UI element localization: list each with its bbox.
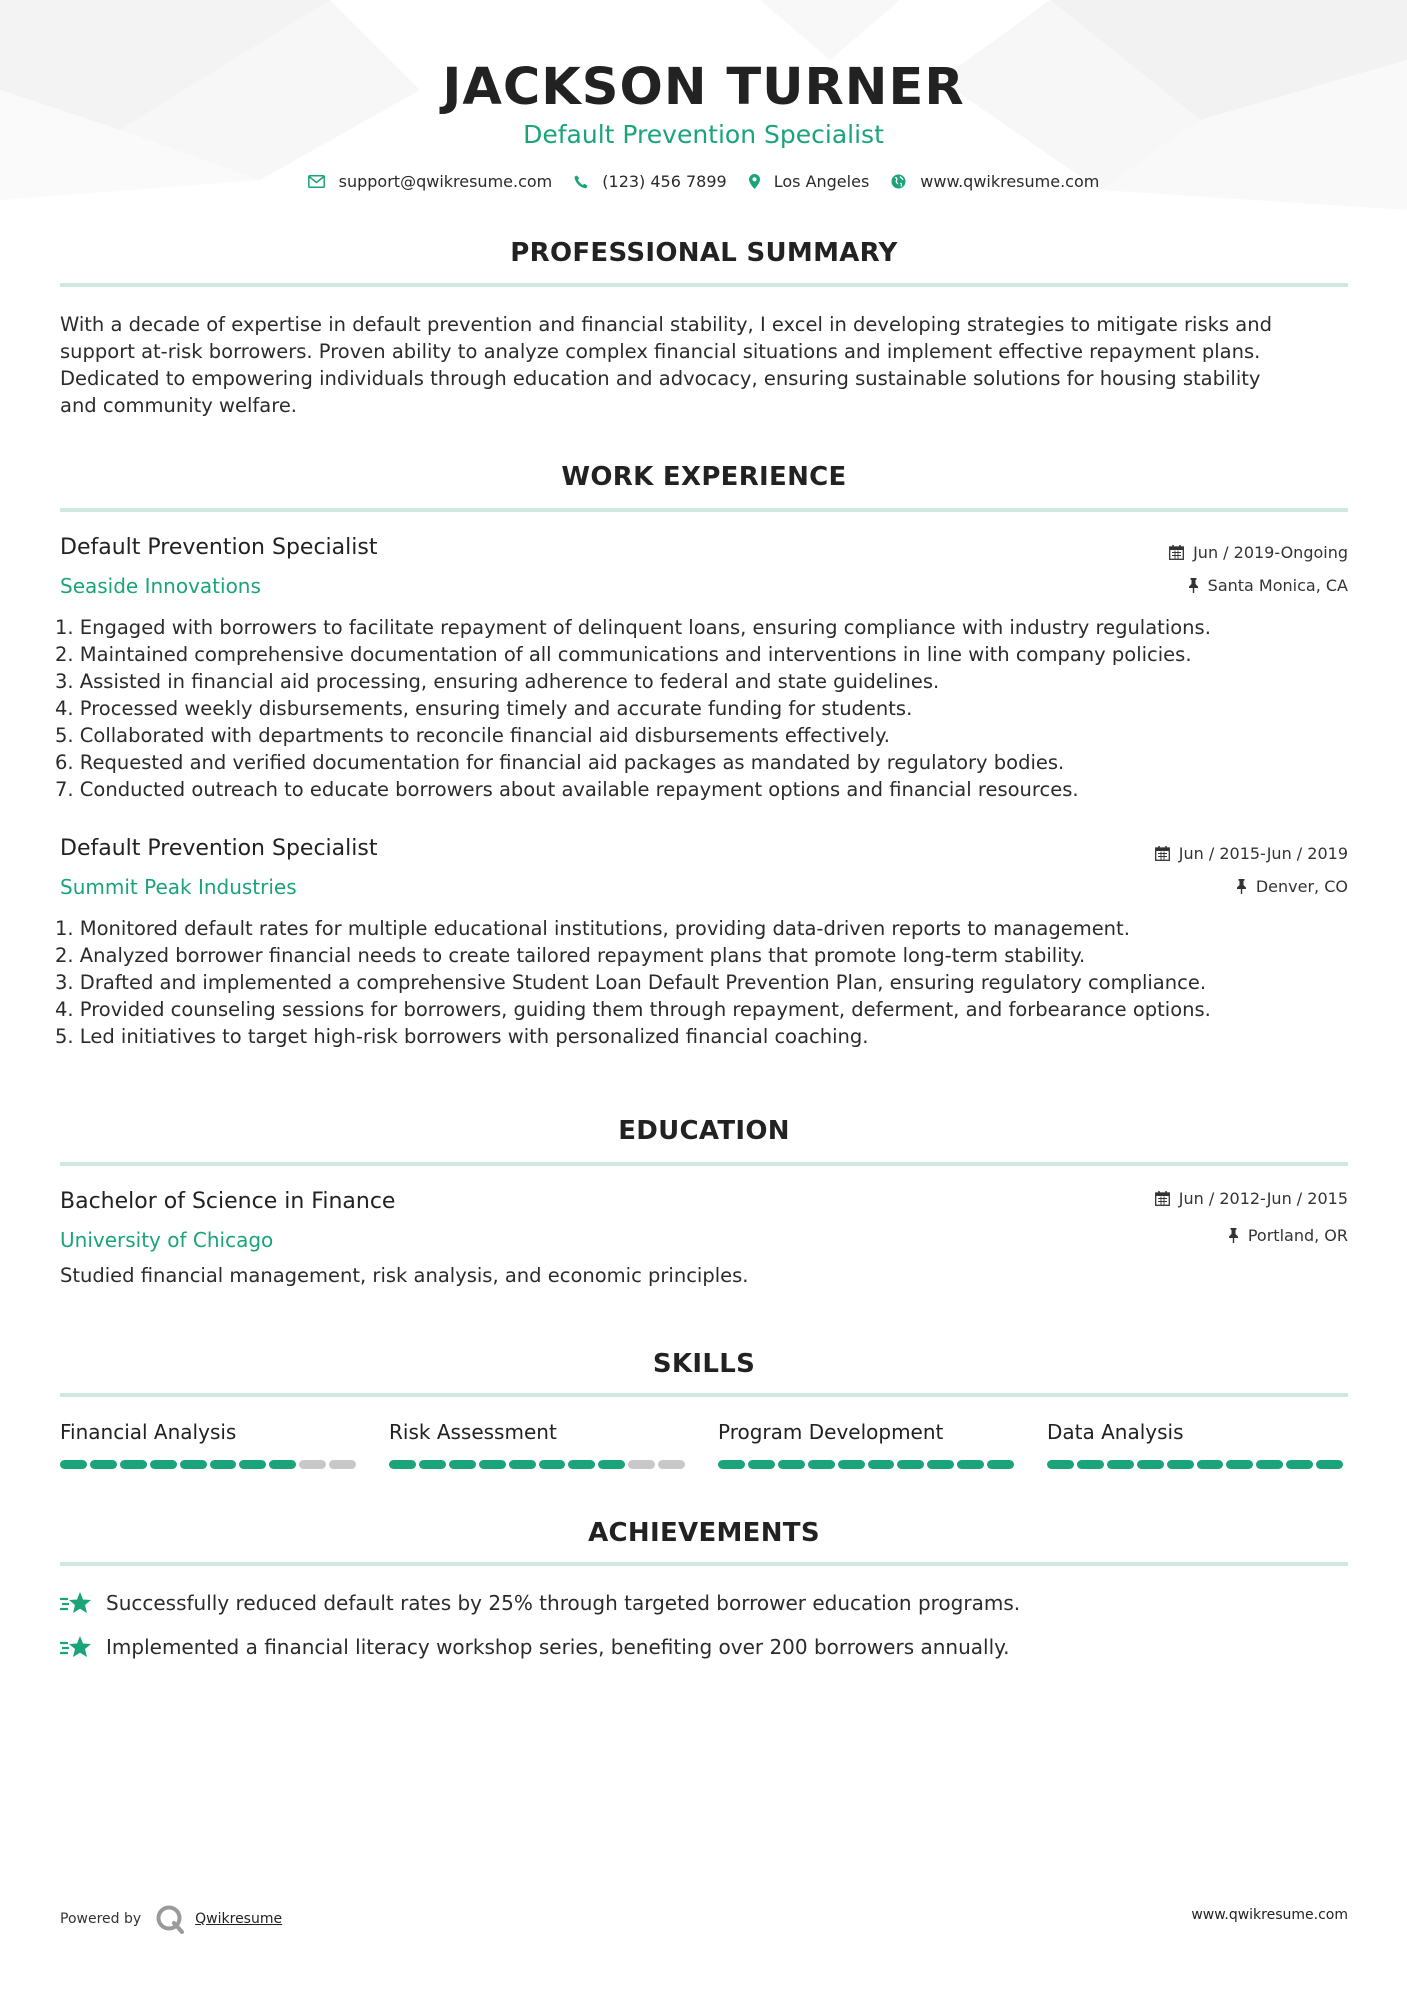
skill-dot-filled (1286, 1460, 1313, 1469)
skill-dot-filled (778, 1460, 805, 1469)
skill-dot-filled (269, 1460, 296, 1469)
skill-dot-filled (120, 1460, 147, 1469)
footer-powered-by (60, 1904, 282, 1934)
calendar-icon (1155, 846, 1170, 861)
skill-dot-filled (389, 1460, 416, 1469)
skill-dot-filled (90, 1460, 117, 1469)
job-bullet: 3. Assisted in financial aid processing, ensuring adherence to federal and state guidelines. (55, 670, 940, 693)
contact-location (749, 172, 870, 191)
skill-dot-filled (868, 1460, 895, 1469)
summary-line: Dedicated to empowering individuals through education and advocacy, ensuring sustainable solutions for housing stability (60, 367, 1261, 390)
achievements-divider (60, 1562, 1348, 1566)
skill-dot-filled (1047, 1460, 1074, 1469)
experience-divider (60, 508, 1348, 512)
skill-item (60, 1420, 359, 1469)
skill-dot-filled (718, 1460, 745, 1469)
skill-dot-empty (299, 1460, 326, 1469)
education-school: University of Chicago (60, 1228, 274, 1252)
skill-item (718, 1420, 1017, 1469)
calendar-icon (1155, 1191, 1170, 1206)
job-title: Default Prevention Specialist (60, 535, 378, 560)
pushpin-icon (1236, 879, 1247, 894)
job-dates (1155, 844, 1348, 863)
skill-rating (1047, 1460, 1346, 1469)
skill-name: Data Analysis (1047, 1420, 1184, 1444)
summary-divider (60, 283, 1348, 287)
map-pin-icon (749, 174, 760, 189)
phone-icon (574, 175, 588, 189)
skill-dot-filled (1256, 1460, 1283, 1469)
education-location-text: Portland, OR (1247, 1226, 1348, 1245)
skill-dot-filled (598, 1460, 625, 1469)
skill-dot-filled (210, 1460, 237, 1469)
skill-rating (389, 1460, 688, 1469)
job-bullet: 4. Provided counseling sessions for borrowers, guiding them through repayment, deferment, and forbearance options. (55, 998, 1211, 1021)
education-dates-text: Jun / 2012-Jun / 2015 (1178, 1189, 1348, 1208)
skill-dot-empty (329, 1460, 356, 1469)
job-company: Summit Peak Industries (60, 875, 297, 899)
contact-bar (0, 172, 1407, 191)
achievement-item (60, 1634, 1009, 1660)
skill-dot-filled (1226, 1460, 1253, 1469)
job-bullet: 4. Processed weekly disbursements, ensuring timely and accurate funding for students. (55, 697, 913, 720)
summary-line: and community welfare. (60, 394, 298, 417)
education-description: Studied financial management, risk analysis, and economic principles. (60, 1264, 749, 1287)
qwikresume-logo-icon (155, 1904, 185, 1934)
skill-name: Financial Analysis (60, 1420, 237, 1444)
job-bullet: 1. Engaged with borrowers to facilitate repayment of delinquent loans, ensuring compliance with industry regulations. (55, 616, 1211, 639)
skill-name: Program Development (718, 1420, 944, 1444)
summary-heading: PROFESSIONAL SUMMARY (510, 238, 898, 268)
job-bullet: 1. Monitored default rates for multiple educational institutions, providing data-driven reports to management. (55, 917, 1130, 940)
contact-email[interactable] (308, 172, 553, 191)
education-location (1228, 1226, 1348, 1245)
envelope-icon (308, 175, 325, 188)
job-dates (1169, 543, 1348, 562)
candidate-name: JACKSON TURNER (442, 58, 965, 117)
job-location-text: Santa Monica, CA (1207, 576, 1348, 595)
skill-rating (718, 1460, 1017, 1469)
skill-dot-filled (1316, 1460, 1343, 1469)
skill-dot-filled (957, 1460, 984, 1469)
skill-dot-filled (1167, 1460, 1194, 1469)
education-divider (60, 1162, 1348, 1166)
qwikresume-link[interactable]: Qwikresume (195, 1911, 283, 1927)
calendar-icon (1169, 545, 1184, 560)
globe-icon (891, 174, 906, 189)
job-location-text: Denver, CO (1255, 877, 1348, 896)
contact-website-text: www.qwikresume.com (920, 172, 1100, 191)
skill-dot-filled (1137, 1460, 1164, 1469)
skill-dot-filled (808, 1460, 835, 1469)
job-bullet: 2. Maintained comprehensive documentation of all communications and interventions in line with company policies. (55, 643, 1192, 666)
achievement-text: Successfully reduced default rates by 25% through targeted borrower education programs. (106, 1591, 1021, 1615)
job-bullet: 5. Led initiatives to target high-risk borrowers with personalized financial coaching. (55, 1025, 869, 1048)
skill-dot-filled (150, 1460, 177, 1469)
skill-dot-filled (539, 1460, 566, 1469)
skill-dot-filled (1197, 1460, 1224, 1469)
job-company: Seaside Innovations (60, 574, 261, 598)
skill-name: Risk Assessment (389, 1420, 557, 1444)
job-dates-text: Jun / 2015-Jun / 2019 (1178, 844, 1348, 863)
skill-dot-empty (628, 1460, 655, 1469)
pushpin-icon (1188, 578, 1199, 593)
contact-email-text: support@qwikresume.com (338, 172, 553, 191)
pushpin-icon (1228, 1228, 1239, 1243)
experience-heading: WORK EXPERIENCE (561, 462, 847, 492)
skill-dot-filled (838, 1460, 865, 1469)
summary-line: With a decade of expertise in default prevention and financial stability, I excel in developing strategies to mitigate risks and (60, 313, 1272, 336)
skill-dot-empty (658, 1460, 685, 1469)
skill-dot-filled (897, 1460, 924, 1469)
achievements-heading: ACHIEVEMENTS (588, 1518, 820, 1548)
job-bullet: 3. Drafted and implemented a comprehensive Student Loan Default Prevention Plan, ensuring regulatory compliance. (55, 971, 1207, 994)
skill-dot-filled (180, 1460, 207, 1469)
contact-location-text: Los Angeles (773, 172, 870, 191)
skill-item (389, 1420, 688, 1469)
contact-website[interactable] (891, 172, 1099, 191)
shooting-star-icon (60, 1634, 94, 1660)
achievement-text: Implemented a financial literacy workshop series, benefiting over 200 borrowers annually. (106, 1635, 1010, 1659)
skill-dot-filled (509, 1460, 536, 1469)
skills-list (60, 1420, 1350, 1469)
skill-dot-filled (479, 1460, 506, 1469)
skill-dot-filled (1077, 1460, 1104, 1469)
skills-divider (60, 1393, 1348, 1397)
skill-item (1047, 1420, 1346, 1469)
skill-dot-filled (748, 1460, 775, 1469)
summary-text (60, 311, 1350, 419)
skill-dot-filled (419, 1460, 446, 1469)
education-dates (1155, 1189, 1348, 1208)
summary-line: support at-risk borrowers. Proven ability to analyze complex financial situations and implement effective repayment plans. (60, 340, 1261, 363)
achievement-item (60, 1590, 1020, 1616)
skills-heading: SKILLS (652, 1349, 756, 1379)
skill-dot-filled (927, 1460, 954, 1469)
education-degree: Bachelor of Science in Finance (60, 1189, 396, 1214)
job-bullets (55, 915, 1355, 1050)
job-dates-text: Jun / 2019-Ongoing (1193, 543, 1348, 562)
job-location (1236, 877, 1348, 896)
candidate-title: Default Prevention Specialist (523, 120, 884, 149)
job-bullet: 7. Conducted outreach to educate borrowers about available repayment options and financial resources. (55, 778, 1079, 801)
skill-dot-filled (568, 1460, 595, 1469)
job-location (1188, 576, 1348, 595)
skill-dot-filled (987, 1460, 1014, 1469)
skill-dot-filled (449, 1460, 476, 1469)
job-title: Default Prevention Specialist (60, 836, 378, 861)
skill-dot-filled (239, 1460, 266, 1469)
skill-dot-filled (1107, 1460, 1134, 1469)
footer-website[interactable]: www.qwikresume.com (1191, 1907, 1348, 1923)
contact-phone-text: (123) 456 7899 (602, 172, 727, 191)
skill-rating (60, 1460, 359, 1469)
skill-dot-filled (60, 1460, 87, 1469)
contact-phone[interactable] (574, 172, 726, 191)
job-bullet: 2. Analyzed borrower financial needs to create tailored repayment plans that promote long-term stability. (55, 944, 1086, 967)
powered-by-label: Powered by (60, 1911, 142, 1927)
education-heading: EDUCATION (618, 1116, 790, 1146)
shooting-star-icon (60, 1590, 94, 1616)
job-bullet: 6. Requested and verified documentation for financial aid packages as mandated by regulatory bodies. (55, 751, 1065, 774)
job-bullets (55, 614, 1355, 803)
job-bullet: 5. Collaborated with departments to reconcile financial aid disbursements effectively. (55, 724, 890, 747)
